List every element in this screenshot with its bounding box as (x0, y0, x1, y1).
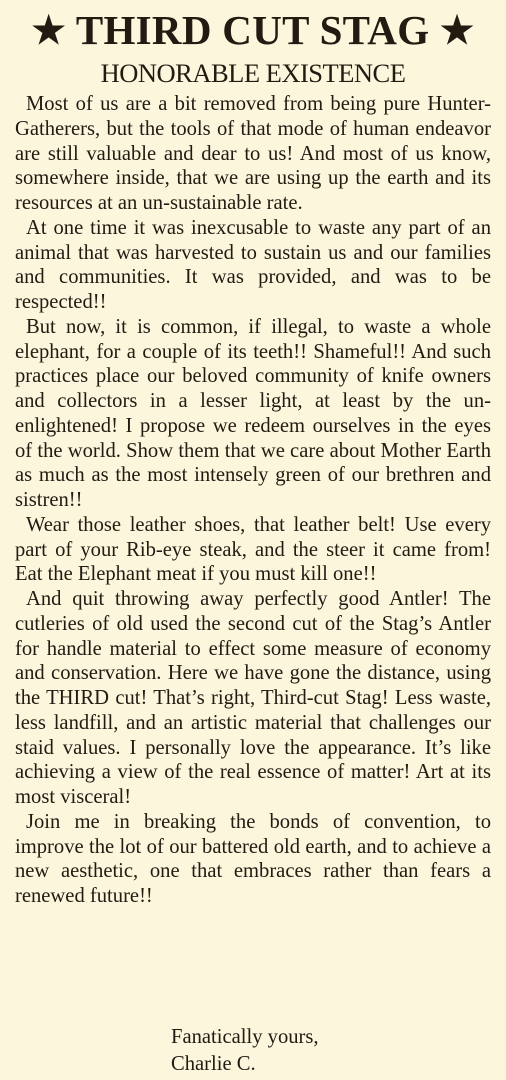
star-icon: ★ (31, 10, 67, 52)
paragraph: And quit throwing away perfectly good Antler! The cutleries of old used the second cut of the Stag’s Antler for handle material to effect some measure of economy and conservation. Here we have gone the distance, using the THIRD cut! That’s right, Third-cut Stag! Less waste, less landfill, and an artistic material that challenges our staid values. I personally love the appearance. It’s like achieving a view of the real essence of matter! Art at its most visceral! (15, 588, 491, 808)
article-body (15, 92, 491, 909)
title-text: THIRD CUT STAG (75, 7, 430, 53)
paragraph: But now, it is common, if illegal, to waste a whole elephant, for a couple of its teeth!! Shameful!! And such practices place our beloved community of knife owners and collectors in a lesser light, at least by the un-enlightened! I propose we redeem ourselves in the eyes of the world. Show them that we care about Mother Earth as much as the most intensely green of our brethren and sistren!! (15, 315, 491, 511)
star-icon: ★ (439, 10, 475, 52)
paragraph: Join me in breaking the bonds of convention, to improve the lot of our battered old earth, and to achieve a new aesthetic, one that embraces rather than fears a renewed future!! (15, 810, 491, 907)
paragraph: Most of us are a bit removed from being pure Hunter-Gatherers, but the tools of that mode of human endeavor are still valuable and dear to us! And most of us know, somewhere inside, that we are using up the earth and its resources at an un-sustainable rate. (15, 93, 491, 214)
author-name: Charlie C. (171, 1053, 256, 1075)
signature-block (171, 1024, 319, 1078)
paragraph: Wear those leather shoes, that leather belt! Use every part of your Rib-eye steak, and the steer it came from! Eat the Elephant meat if you must kill one!! (15, 513, 491, 586)
closing-line: Fanatically yours, (171, 1026, 319, 1048)
paragraph: At one time it was inexcusable to waste any part of an animal that was harvested to sustain us and our families and communities. It was provided, and was to be respected!! (15, 216, 491, 313)
document-title (15, 4, 491, 57)
document-subtitle: HONORABLE EXISTENCE (100, 58, 406, 88)
